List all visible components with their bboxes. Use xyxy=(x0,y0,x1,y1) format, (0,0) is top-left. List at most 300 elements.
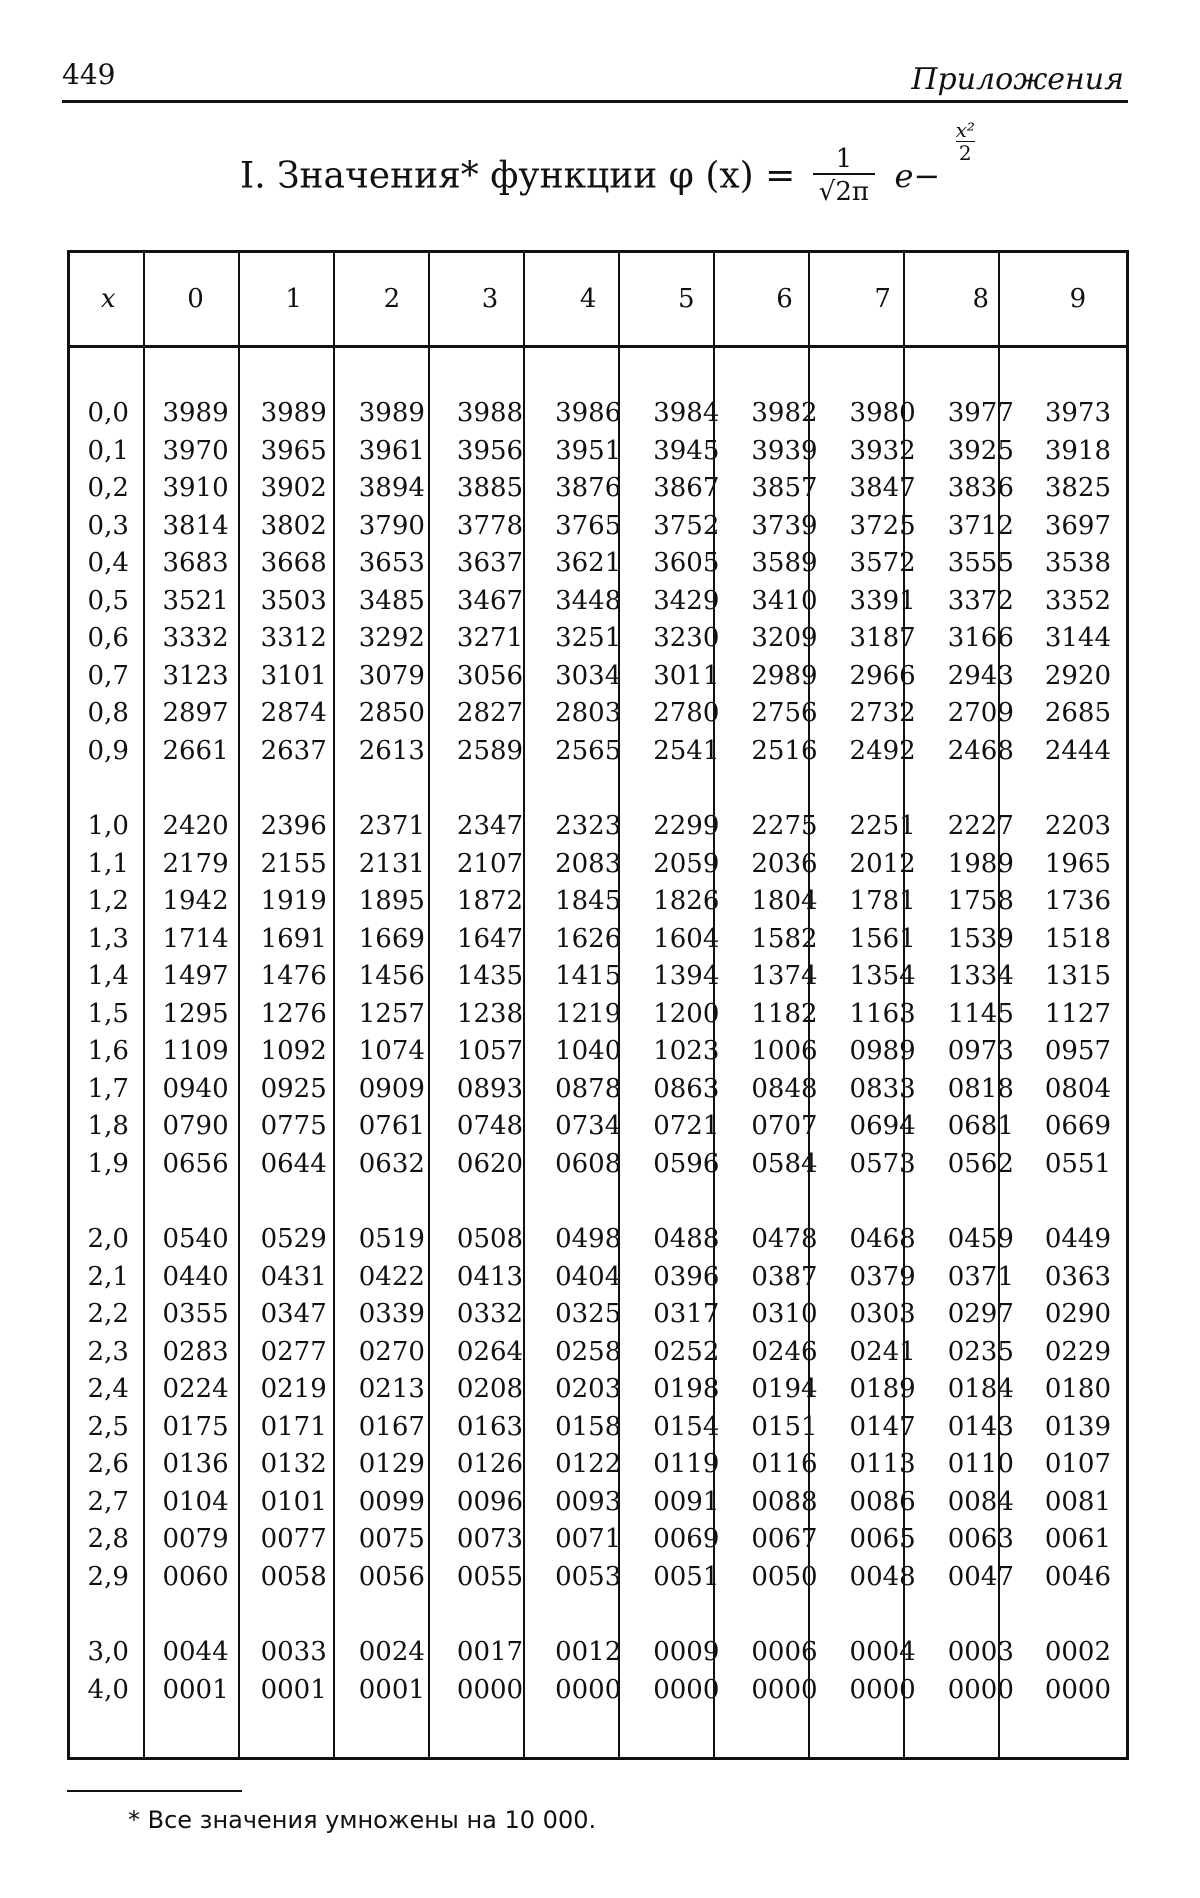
row-label: 2,9 xyxy=(87,1561,129,1592)
spacer-cell xyxy=(834,345,932,395)
group-spacer xyxy=(70,1183,1126,1221)
value-cell: 1200 xyxy=(653,998,720,1029)
value-cell: 2541 xyxy=(653,735,720,766)
value-cell: 0508 xyxy=(456,1224,524,1254)
value-cell: 0387 xyxy=(751,1261,818,1292)
header-row xyxy=(70,253,1126,345)
column-header-5: 5 xyxy=(678,284,695,314)
value-cell: 0468 xyxy=(849,1224,916,1254)
value-cell: 1872 xyxy=(456,886,524,916)
value-cell: 2850 xyxy=(358,698,425,728)
spacer-cell xyxy=(343,1183,441,1221)
value-cell: 0761 xyxy=(358,1111,425,1141)
table-row xyxy=(70,1334,1126,1372)
group-spacer xyxy=(70,770,1126,808)
value-cell: 3166 xyxy=(947,623,1014,653)
value-cell: 0147 xyxy=(849,1411,916,1442)
value-cell: 0046 xyxy=(1044,1561,1112,1592)
value-cell: 0194 xyxy=(751,1374,818,1404)
value-cell: 1415 xyxy=(555,961,622,991)
value-cell: 3857 xyxy=(751,473,818,503)
value-cell: 2920 xyxy=(1044,660,1112,691)
table-row xyxy=(70,1033,1126,1071)
value-cell: 0154 xyxy=(653,1411,720,1442)
row-label: 2,0 xyxy=(87,1224,129,1254)
value-cell: 0180 xyxy=(1044,1374,1112,1404)
spacer-cell xyxy=(932,1596,1030,1634)
column-header-4: 4 xyxy=(579,284,597,314)
fraction-denominator: √2π xyxy=(813,173,875,207)
spacer-cell xyxy=(735,345,833,395)
spacer-cell xyxy=(834,1183,932,1221)
value-cell: 1238 xyxy=(456,998,524,1029)
column-header-9: 9 xyxy=(1069,284,1087,314)
value-cell: 2780 xyxy=(653,698,720,728)
exponent-denominator: 2 xyxy=(956,141,975,164)
value-cell: 2299 xyxy=(653,811,720,841)
value-cell: 0003 xyxy=(947,1637,1014,1667)
row-label: 1,6 xyxy=(87,1036,129,1066)
value-cell: 0608 xyxy=(555,1148,622,1179)
value-cell: 0775 xyxy=(260,1111,327,1141)
value-cell: 3391 xyxy=(849,585,916,616)
spacer-cell xyxy=(834,1596,932,1634)
value-cell: 3739 xyxy=(751,510,818,541)
value-cell: 0110 xyxy=(947,1449,1014,1479)
value-cell: 0184 xyxy=(947,1374,1014,1404)
value-cell: 0229 xyxy=(1044,1336,1112,1367)
value-cell: 1561 xyxy=(849,923,916,954)
value-cell: 3956 xyxy=(456,435,524,466)
value-cell: 3144 xyxy=(1044,623,1112,653)
value-table xyxy=(67,250,1129,1760)
title-fraction xyxy=(813,145,875,207)
spacer-cell xyxy=(343,1596,441,1634)
table-row xyxy=(70,1221,1126,1259)
value-cell: 3251 xyxy=(555,623,622,653)
table-row xyxy=(70,583,1126,621)
value-cell: 0310 xyxy=(751,1299,818,1329)
value-cell: 3867 xyxy=(653,473,720,503)
table-row xyxy=(70,1634,1126,1672)
value-cell: 2874 xyxy=(260,698,327,728)
value-cell: 2803 xyxy=(555,698,622,728)
value-cell: 0241 xyxy=(849,1336,916,1367)
value-cell: 0573 xyxy=(849,1148,916,1179)
value-cell: 0258 xyxy=(555,1336,622,1367)
value-cell: 3056 xyxy=(456,660,524,691)
value-cell: 3725 xyxy=(849,510,916,541)
value-cell: 0584 xyxy=(751,1148,818,1179)
value-cell: 0644 xyxy=(260,1148,327,1179)
value-cell: 0081 xyxy=(1044,1486,1112,1517)
value-cell: 3712 xyxy=(947,510,1014,541)
value-cell: 0283 xyxy=(162,1336,229,1367)
value-cell: 3752 xyxy=(653,510,720,541)
exponent-fraction xyxy=(956,119,975,164)
value-cell: 1965 xyxy=(1044,848,1112,879)
value-cell: 0440 xyxy=(162,1261,229,1292)
value-cell: 0116 xyxy=(751,1449,818,1479)
value-cell: 3925 xyxy=(947,435,1014,466)
value-cell: 1163 xyxy=(849,998,916,1029)
value-cell: 0925 xyxy=(260,1073,327,1104)
value-cell: 0863 xyxy=(653,1073,720,1104)
value-cell: 3292 xyxy=(358,623,425,653)
value-cell: 0143 xyxy=(947,1411,1014,1442)
table-row xyxy=(70,1108,1126,1146)
spacer-cell xyxy=(539,1596,637,1634)
value-cell: 2637 xyxy=(260,735,327,766)
value-cell: 3790 xyxy=(358,510,425,541)
table-row xyxy=(70,1484,1126,1522)
value-cell: 1647 xyxy=(456,923,524,954)
row-label: 1,9 xyxy=(87,1148,129,1179)
column-header-2: 2 xyxy=(383,284,401,314)
value-cell: 2732 xyxy=(849,698,916,728)
value-cell: 0004 xyxy=(849,1637,916,1667)
value-cell: 0175 xyxy=(162,1411,229,1442)
value-cell: 0071 xyxy=(555,1524,622,1554)
value-cell: 3503 xyxy=(260,585,327,616)
value-cell: 2107 xyxy=(456,848,524,879)
value-cell: 1092 xyxy=(260,1036,327,1066)
value-cell: 0632 xyxy=(358,1148,425,1179)
value-cell: 0006 xyxy=(751,1637,818,1667)
value-cell: 3034 xyxy=(555,660,622,691)
value-cell: 0748 xyxy=(456,1111,524,1141)
value-cell: 0189 xyxy=(849,1374,916,1404)
value-cell: 0000 xyxy=(653,1674,720,1705)
value-cell: 1334 xyxy=(947,961,1014,991)
spacer-cell xyxy=(245,770,343,808)
table-row xyxy=(70,883,1126,921)
footnote: * Все значения умножены на 10 000. xyxy=(128,1806,597,1834)
table-row xyxy=(70,996,1126,1034)
value-cell: 0957 xyxy=(1044,1036,1112,1066)
exponent-numerator: x² xyxy=(955,118,975,142)
value-cell: 3605 xyxy=(653,548,720,578)
value-cell: 1736 xyxy=(1044,886,1112,916)
column-divider xyxy=(808,253,810,1757)
value-cell: 2709 xyxy=(947,698,1014,728)
value-cell: 0051 xyxy=(653,1561,720,1592)
value-cell: 0203 xyxy=(555,1374,622,1404)
table-row xyxy=(70,545,1126,583)
spacer-cell xyxy=(932,770,1030,808)
value-cell: 3230 xyxy=(653,623,720,653)
value-cell: 3973 xyxy=(1044,398,1112,428)
value-cell: 0136 xyxy=(162,1449,229,1479)
spacer-cell xyxy=(343,770,441,808)
value-cell: 0044 xyxy=(162,1637,229,1667)
value-cell: 3332 xyxy=(162,623,229,653)
spacer-cell xyxy=(245,1183,343,1221)
value-cell: 0669 xyxy=(1044,1111,1112,1141)
value-cell: 2565 xyxy=(555,735,622,766)
value-cell: 3982 xyxy=(751,398,818,428)
value-cell: 1758 xyxy=(947,886,1014,916)
row-label: 1,3 xyxy=(87,923,129,954)
value-grid xyxy=(70,253,1126,1709)
spacer-cell xyxy=(735,1596,833,1634)
spacer-cell xyxy=(834,770,932,808)
column-header-x: x xyxy=(100,284,116,314)
value-cell: 0104 xyxy=(162,1486,229,1517)
value-cell: 1539 xyxy=(947,923,1014,954)
value-cell: 0065 xyxy=(849,1524,916,1554)
row-label: 0,9 xyxy=(87,735,129,766)
table-row xyxy=(70,433,1126,471)
spacer-cell xyxy=(1030,1183,1126,1221)
value-cell: 3939 xyxy=(751,435,818,466)
spacer-cell xyxy=(146,1183,244,1221)
value-cell: 3765 xyxy=(555,510,622,541)
value-cell: 2589 xyxy=(456,735,524,766)
value-cell: 1040 xyxy=(555,1036,622,1066)
value-cell: 0519 xyxy=(358,1224,425,1254)
spacer-cell xyxy=(735,770,833,808)
value-cell: 0290 xyxy=(1044,1299,1112,1329)
value-cell: 0909 xyxy=(358,1073,425,1104)
spacer-cell xyxy=(245,1596,343,1634)
value-cell: 1276 xyxy=(260,998,327,1029)
spacer-cell xyxy=(637,770,735,808)
value-cell: 0139 xyxy=(1044,1411,1112,1442)
value-cell: 1374 xyxy=(751,961,818,991)
column-divider xyxy=(618,253,620,1757)
value-cell: 0053 xyxy=(555,1561,622,1592)
value-cell: 1669 xyxy=(358,923,425,954)
value-cell: 0488 xyxy=(653,1224,720,1254)
value-cell: 1714 xyxy=(162,923,229,954)
value-cell: 0061 xyxy=(1044,1524,1112,1554)
row-label: 2,4 xyxy=(87,1374,129,1404)
value-cell: 0529 xyxy=(260,1224,327,1254)
value-cell: 2371 xyxy=(358,811,425,841)
value-cell: 1497 xyxy=(162,961,229,991)
value-cell: 1315 xyxy=(1044,961,1112,991)
value-cell: 1182 xyxy=(751,998,818,1029)
value-cell: 1895 xyxy=(358,886,425,916)
table-row xyxy=(70,1672,1126,1710)
value-cell: 3683 xyxy=(162,548,229,578)
row-label: 0,4 xyxy=(87,548,129,578)
value-cell: 0099 xyxy=(358,1486,425,1517)
value-cell: 0431 xyxy=(260,1261,327,1292)
value-cell: 0088 xyxy=(751,1486,818,1517)
value-cell: 0804 xyxy=(1044,1073,1112,1104)
value-cell: 1626 xyxy=(555,923,622,954)
value-cell: 2251 xyxy=(849,811,916,841)
value-cell: 3352 xyxy=(1044,585,1112,616)
value-cell: 2897 xyxy=(162,698,229,728)
value-cell: 0001 xyxy=(162,1674,229,1705)
value-cell: 2661 xyxy=(162,735,229,766)
spacer-cell xyxy=(343,345,441,395)
column-header-6: 6 xyxy=(776,284,793,314)
row-label: 1,2 xyxy=(87,886,129,916)
value-cell: 2966 xyxy=(849,660,916,691)
spacer-cell xyxy=(70,345,146,395)
value-cell: 3187 xyxy=(849,623,916,653)
value-cell: 2012 xyxy=(849,848,916,879)
value-cell: 1804 xyxy=(751,886,818,916)
table-row xyxy=(70,1371,1126,1409)
value-cell: 0113 xyxy=(849,1449,916,1479)
value-cell: 0721 xyxy=(653,1111,720,1141)
value-cell: 0208 xyxy=(456,1374,524,1404)
value-cell: 3989 xyxy=(358,398,425,428)
value-cell: 1257 xyxy=(358,998,425,1029)
value-cell: 3918 xyxy=(1044,435,1112,466)
value-cell: 1919 xyxy=(260,886,327,916)
page-header xyxy=(62,58,1124,98)
spacer-cell xyxy=(146,770,244,808)
value-cell: 2227 xyxy=(947,811,1014,841)
row-label: 2,7 xyxy=(87,1486,129,1517)
value-cell: 0235 xyxy=(947,1336,1014,1367)
value-cell: 0707 xyxy=(751,1111,818,1141)
table-row xyxy=(70,395,1126,433)
table-row xyxy=(70,1559,1126,1597)
value-cell: 1057 xyxy=(456,1036,524,1066)
row-label: 4,0 xyxy=(87,1674,129,1705)
value-cell: 0012 xyxy=(555,1637,622,1667)
value-cell: 0151 xyxy=(751,1411,818,1442)
group-spacer xyxy=(70,1596,1126,1634)
spacer-cell xyxy=(932,1183,1030,1221)
column-divider xyxy=(998,253,1000,1757)
value-cell: 3980 xyxy=(849,398,916,428)
value-cell: 0332 xyxy=(456,1299,524,1329)
column-header-8: 8 xyxy=(972,284,990,314)
title-prefix: I. Значения* функции φ (x) = xyxy=(240,155,796,197)
row-label: 2,3 xyxy=(87,1336,129,1367)
value-cell: 3984 xyxy=(653,398,720,428)
table-row xyxy=(70,921,1126,959)
value-cell: 3485 xyxy=(358,585,425,616)
row-label: 1,5 xyxy=(87,998,129,1029)
row-label: 0,6 xyxy=(87,623,129,653)
spacer-cell xyxy=(70,770,146,808)
column-divider xyxy=(238,253,240,1757)
value-cell: 2492 xyxy=(849,735,916,766)
value-cell: 0050 xyxy=(751,1561,818,1592)
value-cell: 1845 xyxy=(555,886,622,916)
row-label: 1,1 xyxy=(87,848,129,879)
header-divider xyxy=(70,345,1126,348)
value-cell: 3271 xyxy=(456,623,524,653)
table-row xyxy=(70,1521,1126,1559)
value-cell: 0893 xyxy=(456,1073,524,1104)
value-cell: 0540 xyxy=(162,1224,229,1254)
value-cell: 0303 xyxy=(849,1299,916,1329)
spacer-cell xyxy=(539,345,637,395)
value-cell: 1456 xyxy=(358,961,425,991)
value-cell: 0017 xyxy=(456,1637,524,1667)
value-cell: 0091 xyxy=(653,1486,720,1517)
spacer-cell xyxy=(70,1183,146,1221)
value-cell: 1219 xyxy=(555,998,622,1029)
row-label: 2,8 xyxy=(87,1524,129,1554)
value-cell: 3910 xyxy=(162,473,229,503)
value-cell: 3961 xyxy=(358,435,425,466)
value-cell: 0449 xyxy=(1044,1224,1112,1254)
row-label: 0,8 xyxy=(87,698,129,728)
table-row xyxy=(70,1446,1126,1484)
value-cell: 0878 xyxy=(555,1073,622,1104)
value-cell: 3653 xyxy=(358,548,425,578)
value-cell: 1781 xyxy=(849,886,916,916)
value-cell: 2516 xyxy=(751,735,818,766)
value-cell: 3945 xyxy=(653,435,720,466)
value-cell: 0067 xyxy=(751,1524,818,1554)
row-label: 2,5 xyxy=(87,1411,129,1442)
value-cell: 0000 xyxy=(456,1674,524,1705)
value-cell: 0989 xyxy=(849,1036,916,1066)
value-cell: 0077 xyxy=(260,1524,327,1554)
value-cell: 0079 xyxy=(162,1524,229,1554)
row-label: 2,1 xyxy=(87,1261,129,1292)
value-cell: 2155 xyxy=(260,848,327,879)
spacer-cell xyxy=(539,1183,637,1221)
value-cell: 0347 xyxy=(260,1299,327,1329)
value-cell: 0478 xyxy=(751,1224,818,1254)
value-cell: 3814 xyxy=(162,510,229,541)
value-cell: 2989 xyxy=(751,660,818,691)
value-cell: 0379 xyxy=(849,1261,916,1292)
table-row xyxy=(70,508,1126,546)
table-row xyxy=(70,958,1126,996)
value-cell: 0694 xyxy=(849,1111,916,1141)
header-rule xyxy=(62,100,1128,103)
value-cell: 2323 xyxy=(555,811,622,841)
row-label: 1,4 xyxy=(87,961,129,991)
value-cell: 1435 xyxy=(456,961,524,991)
table-row xyxy=(70,1259,1126,1297)
value-cell: 1074 xyxy=(358,1036,425,1066)
spacer-cell xyxy=(1030,1596,1126,1634)
value-cell: 3429 xyxy=(653,585,720,616)
value-cell: 0129 xyxy=(358,1449,425,1479)
fraction-numerator: 1 xyxy=(835,144,853,174)
table-row xyxy=(70,470,1126,508)
value-cell: 0163 xyxy=(456,1411,524,1442)
value-cell: 3079 xyxy=(358,660,425,691)
value-cell: 0213 xyxy=(358,1374,425,1404)
exponent-sign: − xyxy=(913,157,941,195)
value-cell: 0033 xyxy=(260,1637,327,1667)
group-spacer xyxy=(70,345,1126,395)
value-cell: 0339 xyxy=(358,1299,425,1329)
value-cell: 0096 xyxy=(456,1486,524,1517)
value-cell: 2203 xyxy=(1044,811,1112,841)
value-cell: 2131 xyxy=(358,848,425,879)
column-header-1: 1 xyxy=(285,284,302,314)
value-cell: 1394 xyxy=(653,961,720,991)
value-cell: 1582 xyxy=(751,923,818,954)
column-header-7: 7 xyxy=(874,284,891,314)
value-cell: 2827 xyxy=(456,698,524,728)
value-cell: 1691 xyxy=(260,923,327,954)
value-cell: 0396 xyxy=(653,1261,720,1292)
spacer-cell xyxy=(245,345,343,395)
value-cell: 0459 xyxy=(947,1224,1014,1254)
value-cell: 3372 xyxy=(947,585,1014,616)
table-row xyxy=(70,1296,1126,1334)
value-cell: 0093 xyxy=(555,1486,622,1517)
